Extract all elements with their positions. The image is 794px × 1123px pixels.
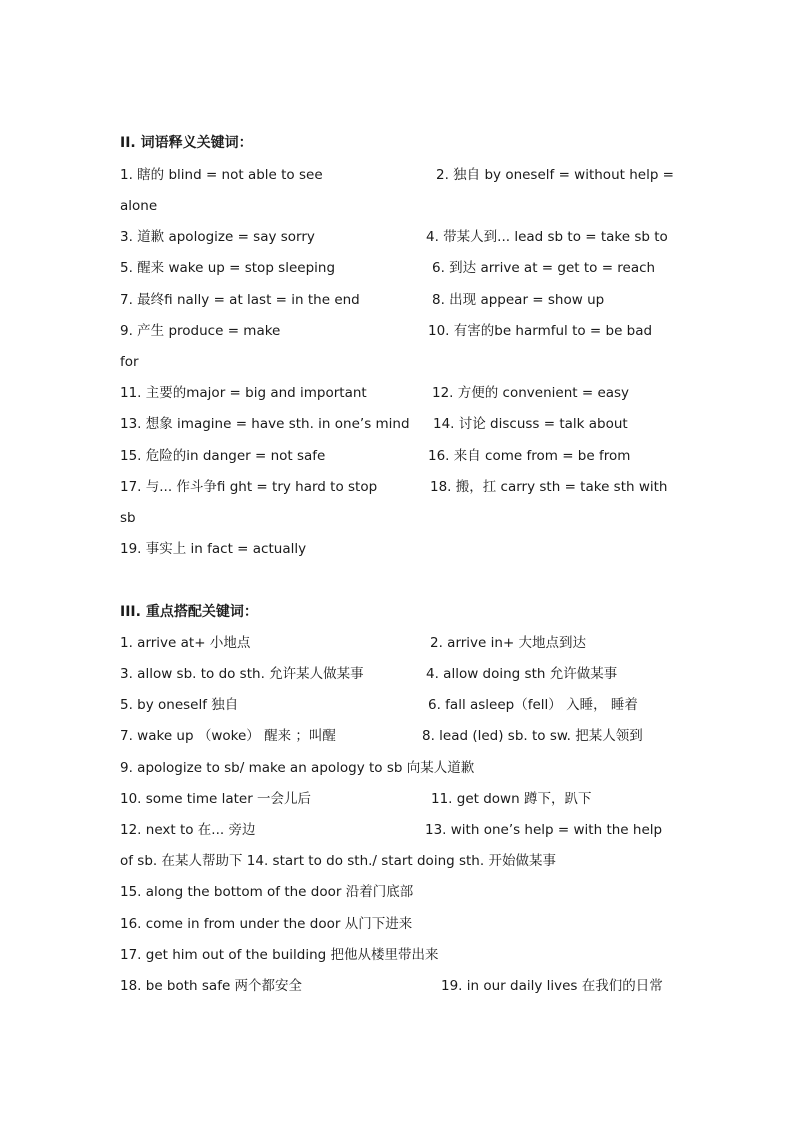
vocab-item-7: 7. 最终fi nally = at last = in the end <box>120 292 360 308</box>
vocab-item-2-continued: alone <box>120 198 158 214</box>
collocation-item-2: 2. arrive in+ 大地点到达 <box>430 635 587 651</box>
collocation-item-15: 15. along the bottom of the door 沿着门底部 <box>120 884 414 900</box>
vocab-item-10: 10. 有害的be harmful to = be bad <box>428 323 653 339</box>
vocab-item-11: 11. 主要的major = big and important <box>120 385 367 401</box>
collocation-item-13: 13. with one’s help = with the help <box>425 822 663 838</box>
collocation-item-16: 16. come in from under the door 从门下进来 <box>120 916 413 932</box>
collocation-item-5: 5. by oneself 独自 <box>120 697 239 713</box>
vocab-item-17: 17. 与... 作斗争fi ght = try hard to stop <box>120 479 378 495</box>
vocab-item-10-continued: for <box>120 354 139 370</box>
collocation-item-12: 12. next to 在... 旁边 <box>120 822 256 838</box>
vocab-item-4: 4. 带某人到... lead sb to = take sb to <box>426 229 668 245</box>
collocation-item-13-14: of sb. 在某人帮助下 14. start to do sth./ start doing sth. 开始做某事 <box>120 853 556 869</box>
collocation-item-3: 3. allow sb. to do sth. 允许某人做某事 <box>120 666 364 682</box>
vocab-item-3: 3. 道歉 apologize = say sorry <box>120 229 315 245</box>
vocab-item-14: 14. 讨论 discuss = talk about <box>433 416 628 432</box>
vocab-item-1: 1. 瞎的 blind = not able to see <box>120 167 323 183</box>
vocab-item-5: 5. 醒来 wake up = stop sleeping <box>120 260 336 276</box>
vocab-item-8: 8. 出现 appear = show up <box>432 292 605 308</box>
collocation-item-6: 6. fall asleep（fell） 入睡， 睡着 <box>428 697 638 713</box>
vocab-item-16: 16. 来自 come from = be from <box>428 448 631 464</box>
collocation-item-11: 11. get down 蹲下，趴下 <box>431 791 592 807</box>
section-2-heading: II. 词语释义关键词： <box>120 135 253 151</box>
vocab-item-9: 9. 产生 produce = make <box>120 323 281 339</box>
collocation-item-19: 19. in our daily lives 在我们的日常 <box>441 978 663 994</box>
section-3-heading: III. 重点搭配关键词： <box>120 604 258 620</box>
vocab-item-6: 6. 到达 arrive at = get to = reach <box>432 260 656 276</box>
collocation-item-7: 7. wake up （woke） 醒来 ；叫醒 <box>120 728 336 744</box>
collocation-item-1: 1. arrive at+ 小地点 <box>120 635 251 651</box>
vocab-item-15: 15. 危险的in danger = not safe <box>120 448 326 464</box>
vocab-item-12: 12. 方便的 convenient = easy <box>432 385 630 401</box>
collocation-item-9: 9. apologize to sb/ make an apology to sb 向某人道歉 <box>120 760 475 776</box>
collocation-item-8: 8. lead (led) sb. to sw. 把某人领到 <box>422 728 643 744</box>
vocab-item-18: 18. 搬，扛 carry sth = take sth with <box>430 479 668 495</box>
collocation-item-17: 17. get him out of the building 把他从楼里带出来 <box>120 947 439 963</box>
collocation-item-10: 10. some time later 一会儿后 <box>120 791 312 807</box>
vocab-item-18-continued: sb <box>120 510 136 526</box>
collocation-item-18: 18. be both safe 两个都安全 <box>120 978 303 994</box>
vocab-item-19: 19. 事实上 in fact = actually <box>120 541 307 557</box>
vocab-item-2: 2. 独自 by oneself = without help = <box>436 167 674 183</box>
vocab-item-13: 13. 想象 imagine = have sth. in one’s mind <box>120 416 410 432</box>
collocation-item-4: 4. allow doing sth 允许做某事 <box>426 666 618 682</box>
